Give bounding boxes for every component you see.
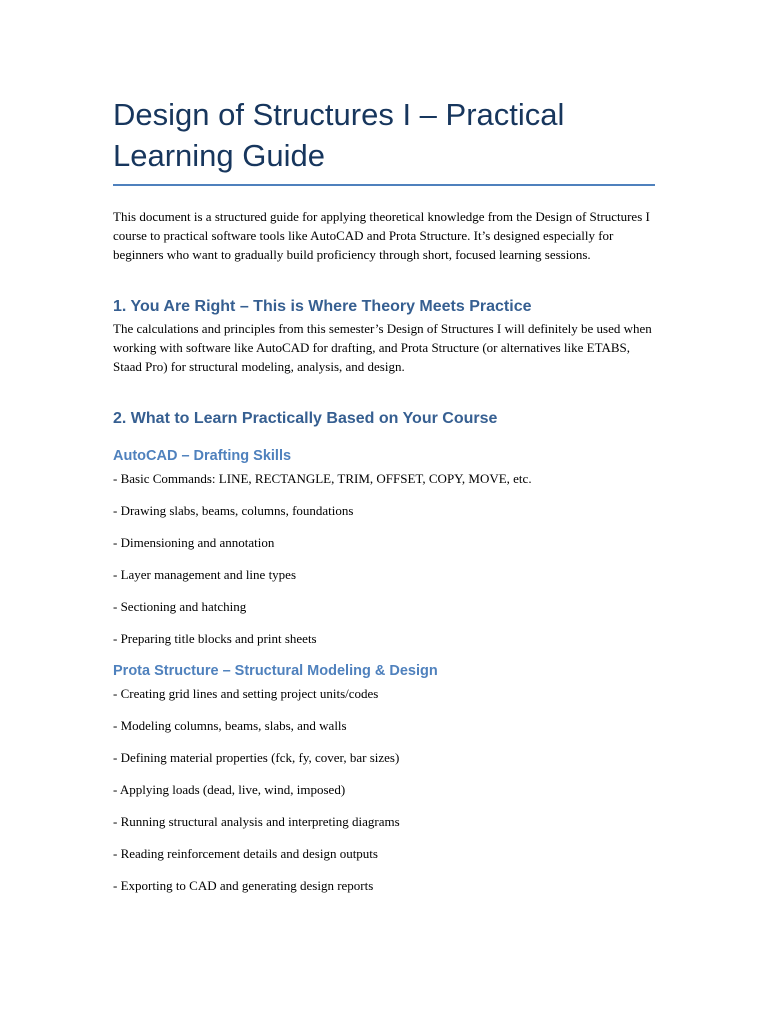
list-item: - Creating grid lines and setting project units/codes: [113, 686, 379, 701]
section-2-heading: 2. What to Learn Practically Based on Your Course: [113, 410, 498, 427]
document-title: Design of Structures I – Practical Learning Guide: [113, 94, 655, 186]
list-item: - Defining material properties (fck, fy, cover, bar sizes): [113, 750, 400, 765]
list-item: - Sectioning and hatching: [113, 599, 247, 614]
list-item: - Dimensioning and annotation: [113, 535, 275, 550]
list-item: - Layer management and line types: [113, 567, 297, 582]
list-item: - Reading reinforcement details and design outputs: [113, 846, 378, 861]
section-1-heading: 1. You Are Right – This is Where Theory Meets Practice: [113, 298, 532, 315]
list-item: - Running structural analysis and interpreting diagrams: [113, 814, 400, 829]
list-item: - Preparing title blocks and print sheets: [113, 631, 317, 646]
list-item: - Basic Commands: LINE, RECTANGLE, TRIM, OFFSET, COPY, MOVE, etc.: [113, 471, 532, 486]
list-item: - Modeling columns, beams, slabs, and walls: [113, 718, 347, 733]
document-page: [113, 94, 655, 895]
prota-heading: Prota Structure – Structural Modeling & Design: [113, 663, 438, 679]
autocad-heading: AutoCAD – Drafting Skills: [113, 448, 292, 464]
section-1-body: The calculations and principles from this semester’s Design of Structures I will definitely be used when working with software like AutoCAD for drafting, and Prota Structure (or alternatives like ETABS, Staad Pro) for structural modeling, analysis, and design.: [113, 321, 652, 374]
list-item: - Applying loads (dead, live, wind, imposed): [113, 782, 346, 797]
intro-paragraph: This document is a structured guide for applying theoretical knowledge from the Design of Structures I course to practical software tools like AutoCAD and Prota Structure. It’s designed especially for beginners who want to gradually build proficiency through short, focused learning sessions.: [113, 209, 650, 262]
list-item: - Exporting to CAD and generating design reports: [113, 878, 374, 893]
list-item: - Drawing slabs, beams, columns, foundations: [113, 503, 354, 518]
